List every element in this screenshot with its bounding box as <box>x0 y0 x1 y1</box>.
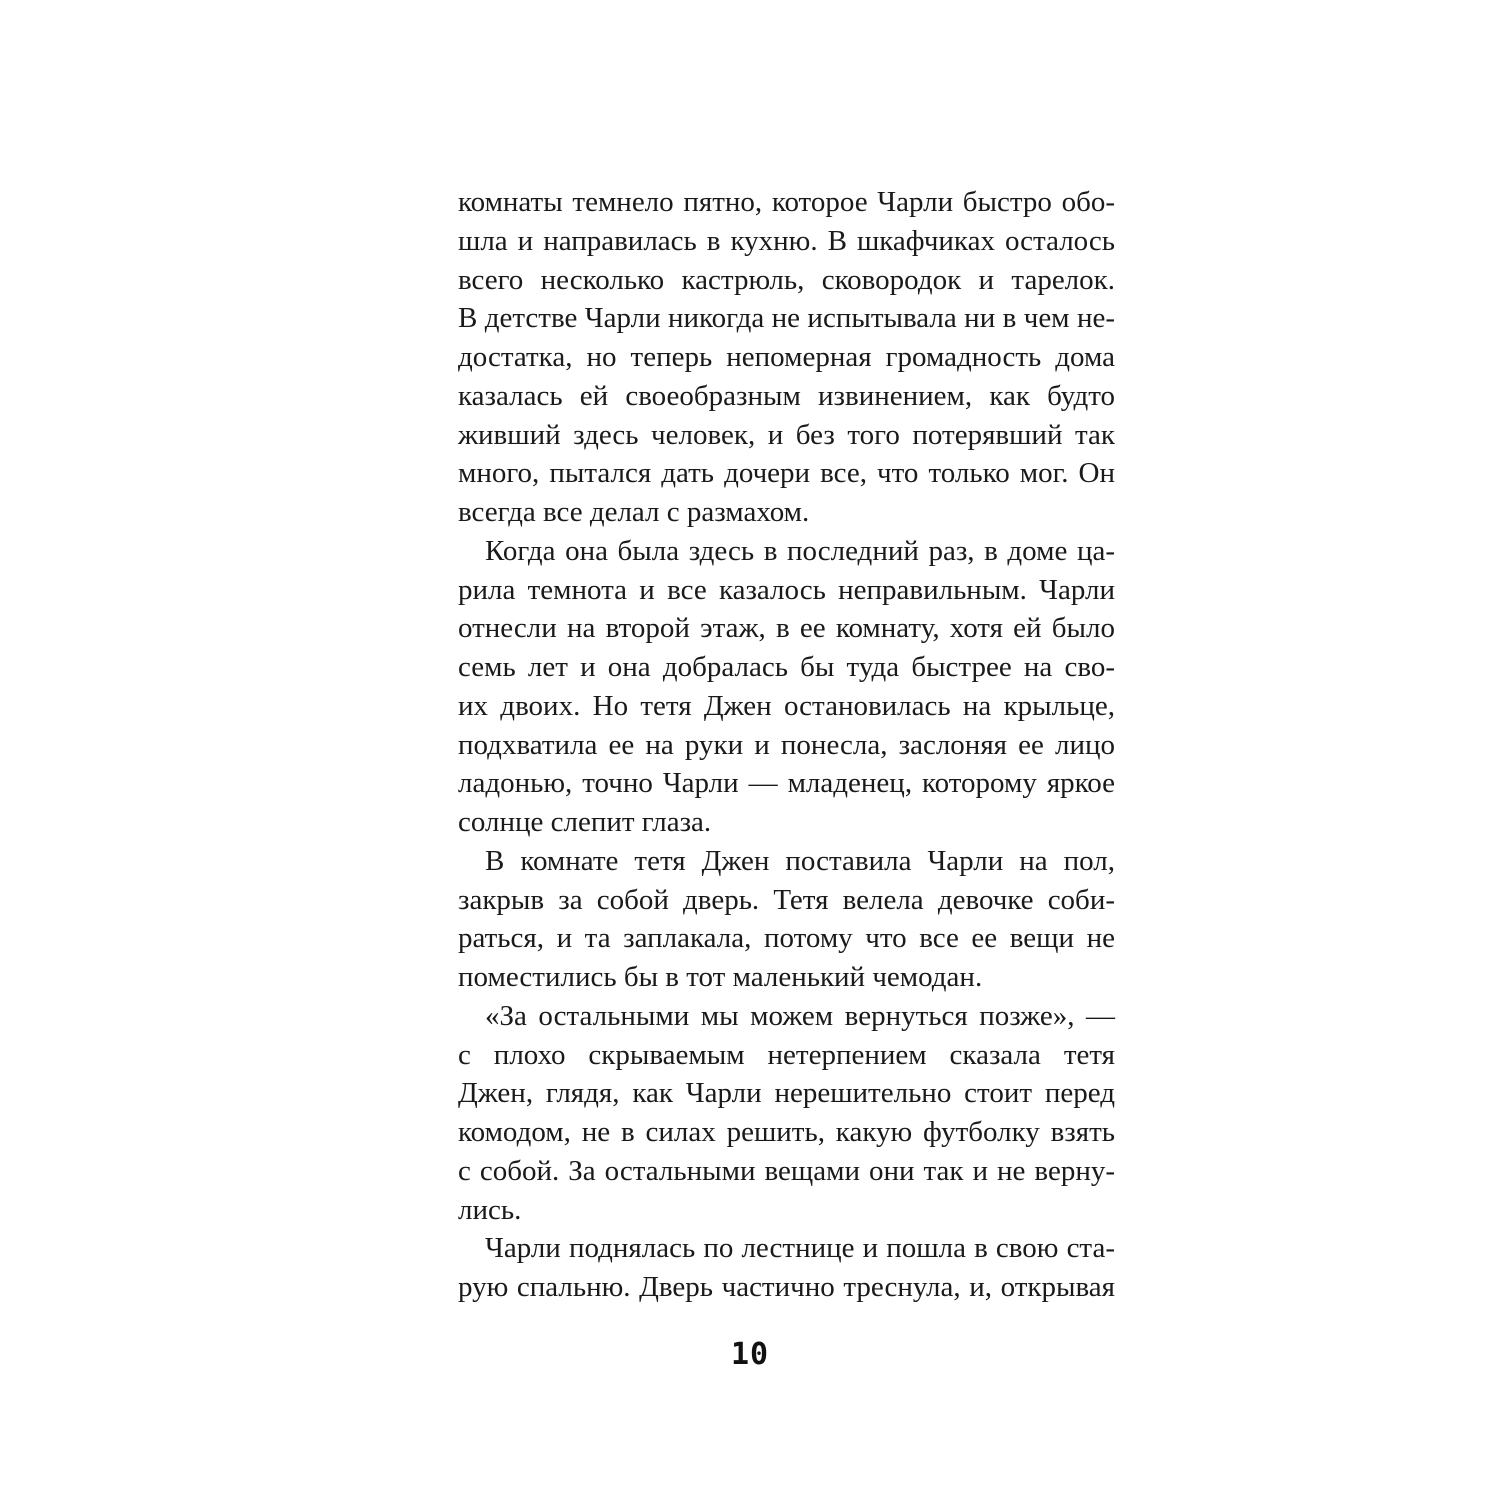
text-line: казалась ей своеобразным извинением, как будто <box>458 379 1115 412</box>
text-line: шла и направилась в кухню. В шкафчиках осталось <box>458 224 1115 257</box>
text-line: с плохо скрываемым нетерпением сказала тетя <box>458 1038 1115 1071</box>
text-line: всегда все делал с размахом. <box>458 496 810 528</box>
text-line: живший здесь человек, и без того потерявший так <box>458 418 1115 451</box>
text-line: комнаты темнело пятно, которое Чарли быстро обо- <box>458 186 1115 218</box>
text-line: комодом, не в силах решить, какую футболку взять <box>458 1116 1115 1148</box>
text-line: достатка, но теперь непомерная громадность дома <box>458 341 1115 373</box>
text-line: солнце слепит глаза. <box>458 806 712 838</box>
text-line: закрыв за собой дверь. Тетя велела девочке соби- <box>458 883 1115 916</box>
text-line: рую спальню. Дверь частично треснула, и, открывая <box>458 1271 1115 1303</box>
body-text <box>458 183 1115 1307</box>
page-number: 10 <box>730 1337 770 1372</box>
text-line: Когда она была здесь в последний раз, в доме ца- <box>485 534 1115 567</box>
text-line: отнесли на второй этаж, в ее комнату, хотя ей было <box>458 612 1115 645</box>
text-line: много, пытался дать дочери все, что только мог. Он <box>458 457 1115 490</box>
text-line: подхватила ее на руки и понесла, заслоняя ее лицо <box>458 728 1115 761</box>
text-line: всего несколько кастрюль, сковородок и тарелок. <box>458 263 1115 296</box>
text-line: семь лет и она добралась бы туда быстрее на сво- <box>458 651 1115 683</box>
text-line: их двоих. Но тетя Джен остановилась на крыльце, <box>458 689 1115 722</box>
text-line: раться, и та заплакала, потому что все ее вещи не <box>458 922 1115 955</box>
text-line: В комнате тетя Джен поставила Чарли на пол, <box>485 844 1115 877</box>
text-line: Чарли поднялась по лестнице и пошла в свою ста- <box>485 1232 1115 1265</box>
text-line: лись. <box>458 1193 522 1226</box>
text-line: «За остальными мы можем вернуться позже», — <box>485 999 1115 1032</box>
text-line: В детстве Чарли никогда не испытывала ни в чем не- <box>458 302 1115 335</box>
text-line: рила темнота и все казалось неправильным. Чарли <box>458 573 1115 606</box>
text-line: Джен, глядя, как Чарли нерешительно стоит перед <box>458 1077 1115 1110</box>
text-line: ладонью, точно Чарли — младенец, которому яркое <box>458 767 1115 800</box>
text-line: с собой. За остальными вещами они так и не верну- <box>458 1154 1115 1187</box>
text-line: поместились бы в тот маленький чемодан. <box>458 961 983 993</box>
